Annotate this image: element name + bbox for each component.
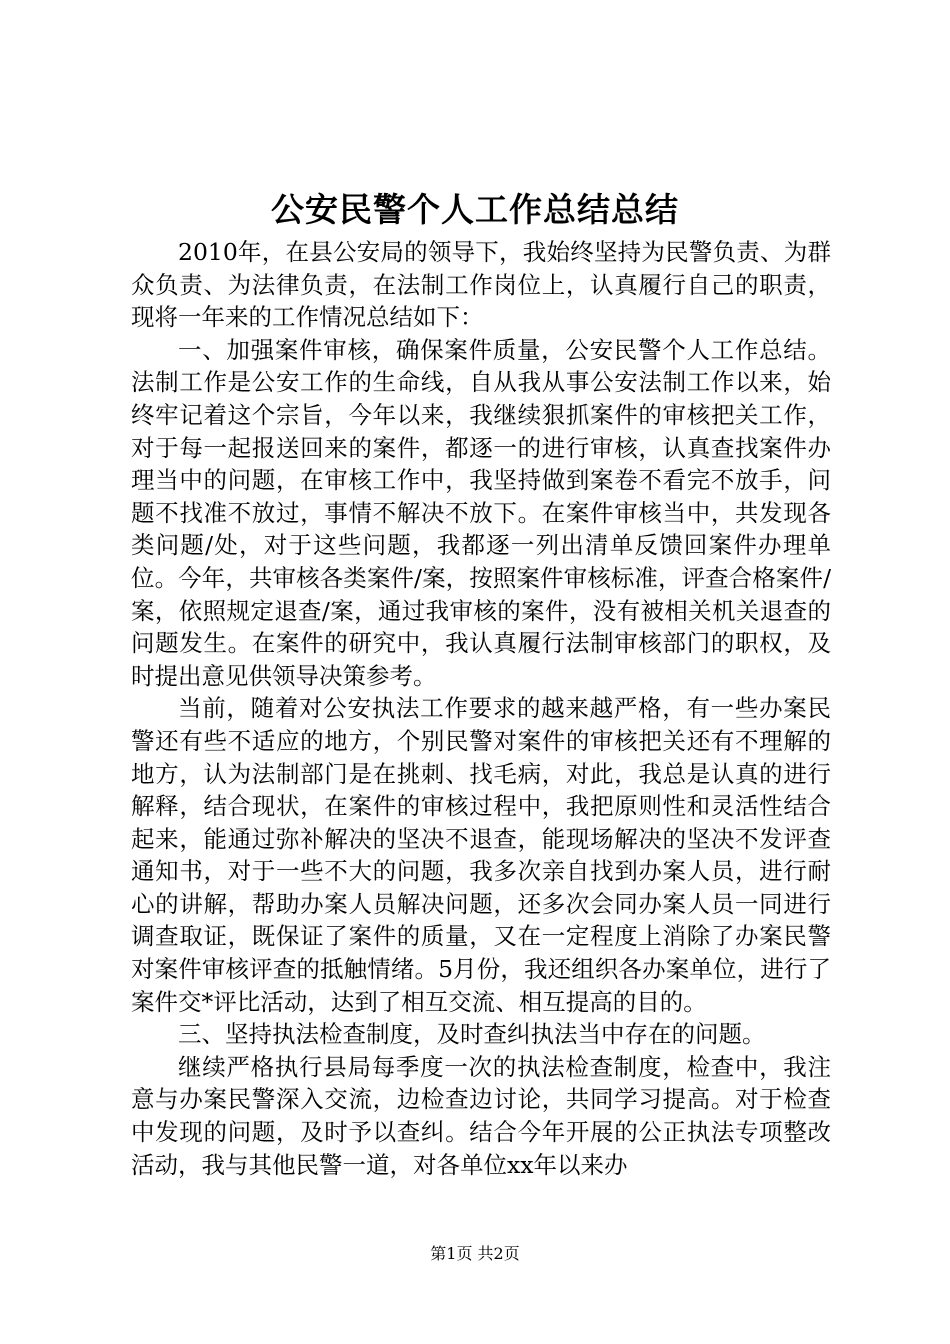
page-number-footer: 第1页 共2页: [430, 1244, 520, 1263]
paragraph-intro: 2010年，在县公安局的领导下，我始终坚持为民警负责、为群众负责、为法律负责，在法制工作岗位上，认真履行自己的职责，现将一年来的工作情况总结如下：: [131, 238, 831, 332]
document-title: 公安民警个人工作总结总结: [271, 190, 679, 229]
paragraph-section-three-body: 继续严格执行县局每季度一次的执法检查制度，检查中，我注意与办案民警深入交流，边检查边讨论，共同学习提高。对于检查中发现的问题，及时予以查纠。结合今年开展的公正执法专项整改活动，我与其他民警一道，对各单位xx年以来办: [131, 1052, 831, 1179]
paragraph-current-situation: 当前，随着对公安执法工作要求的越来越严格，有一些办案民警还有些不适应的地方，个别民警对案件的审核把关还有不理解的地方，认为法制部门是在挑刺、找毛病，对此，我总是认真的进行解释，结合现状，在案件的审核过程中，我把原则性和灵活性结合起来，能通过弥补解决的坚决不退查，能现场解决的坚决不发评查通知书，对于一些不大的问题，我多次亲自找到办案人员，进行耐心的讲解，帮助办案人员解决问题，还多次会同办案人员一同进行调查取证，既保证了案件的质量，又在一定程度上消除了办案民警对案件审核评查的抵触情绪。5月份，我还组织各办案单位，进行了案件交*评比活动，达到了相互交流、相互提高的目的。: [131, 694, 831, 1016]
document-body: [131, 236, 831, 1181]
paragraph-section-one: 一、加强案件审核，确保案件质量，公安民警个人工作总结。法制工作是公安工作的生命线，自从我从事公安法制工作以来，始终牢记着这个宗旨，今年以来，我继续狠抓案件的审核把关工作，对于每一起报送回来的案件，都逐一的进行审核，认真查找案件办理当中的问题，在审核工作中，我坚持做到案卷不看完不放手，问题不找准不放过，事情不解决不放下。在案件审核当中，共发现各类问题/处，对于这些问题，我都逐一列出清单反馈回案件办理单位。今年，共审核各类案件/案，按照案件审核标准，评查合格案件/案，依照规定退查/案，通过我审核的案件，没有被相关机关退查的问题发生。在案件的研究中，我认真履行法制审核部门的职权，及时提出意见供领导决策参考。: [131, 335, 831, 690]
paragraph-section-three-heading: 三、坚持执法检查制度，及时查纠执法当中存在的问题。: [178, 1020, 766, 1049]
